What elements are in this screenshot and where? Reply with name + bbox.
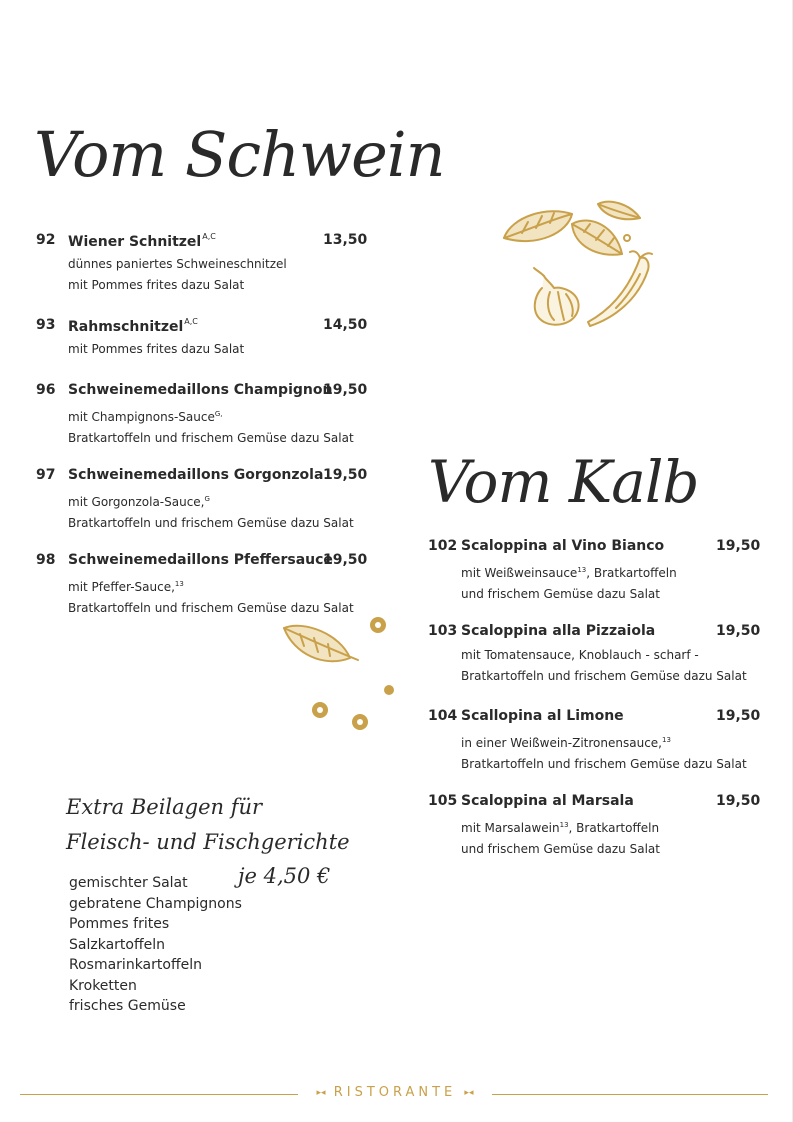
item-price: 19,50	[716, 623, 761, 639]
extras-price: je 4,50 €	[238, 864, 331, 888]
item-number: 98	[36, 552, 56, 568]
allergen-codes: A,C	[184, 317, 198, 326]
item-price: 19,50	[716, 538, 761, 554]
item-number: 96	[36, 382, 56, 398]
item-number: 103	[428, 623, 458, 639]
ornament-icon: ▸◂	[316, 1088, 326, 1098]
footer-label: RISTORANTE	[333, 1085, 457, 1100]
garlic-icon	[534, 268, 579, 325]
footer-rule-left	[20, 1094, 298, 1095]
item-description: mit Marsalawein$^{13}$, Bratkartoffeln und frischem Gemüse dazu Salat	[461, 821, 660, 856]
item-name: Scallopina al Limone	[461, 708, 624, 724]
item-name: Schweinemedaillons Pfeffersauce	[68, 552, 333, 568]
menu-item-96	[36, 382, 366, 449]
item-description: mit Champignons-Sauce$^{G,}$ Bratkartoffeln und frischem Gemüse dazu Salat	[68, 410, 354, 445]
menu-item-105	[428, 793, 761, 860]
item-description: mit Tomatensauce, Knoblauch - scharf - Bratkartoffeln und frischem Gemüse dazu Salat	[461, 648, 747, 683]
extras-item: frisches Gemüse	[69, 998, 186, 1014]
item-number: 92	[36, 232, 56, 248]
allergen-codes: A,C	[202, 232, 216, 241]
item-name: Schweinemedaillons Gorgonzola	[68, 467, 324, 483]
menu-item-103	[428, 623, 761, 687]
item-name: Rahmschnitzel$^{A,C}$	[68, 317, 198, 335]
item-price: 14,50	[323, 317, 368, 333]
chili-icon	[588, 251, 652, 326]
item-description: mit Weißweinsauce$^{13}$, Bratkartoffeln und frischem Gemüse dazu Salat	[461, 566, 677, 601]
item-number: 104	[428, 708, 458, 724]
item-price: 19,50	[716, 708, 761, 724]
item-name: Scaloppina alla Pizzaiola	[461, 623, 656, 639]
item-description: dünnes paniertes Schweineschnitzel mit Pommes frites dazu Salat	[68, 257, 287, 292]
item-price: 19,50	[323, 467, 368, 483]
herbs-illustration	[498, 196, 658, 336]
item-price: 19,50	[323, 552, 368, 568]
item-description: mit Gorgonzola-Sauce,$^G$ Bratkartoffeln und frischem Gemüse dazu Salat	[68, 495, 354, 530]
extras-item: Kroketten	[69, 977, 137, 994]
extras-title: Extra Beilagen für Fleisch- und Fischgerichte	[66, 795, 350, 854]
footer-brand	[298, 1085, 492, 1100]
extras-list	[69, 873, 242, 1017]
item-description: mit Pommes frites dazu Salat	[68, 342, 245, 356]
item-description: mit Pfeffer-Sauce,$^{13}$ Bratkartoffeln und frischem Gemüse dazu Salat	[68, 580, 354, 615]
item-description: in einer Weißwein-Zitronensauce,$^{13}$ Bratkartoffeln und frischem Gemüse dazu Salat	[461, 736, 747, 771]
item-number: 102	[428, 538, 458, 554]
item-price: 19,50	[323, 382, 368, 398]
section-title-kalb: Vom Kalb	[428, 448, 699, 516]
menu-item-102	[428, 538, 761, 605]
basil-leaf-icon	[598, 202, 640, 220]
basil-leaf-icon	[572, 221, 622, 255]
footer-rule-right	[492, 1094, 768, 1095]
item-number: 105	[428, 793, 458, 809]
extras-item: Salzkartoffeln	[69, 936, 165, 953]
peppercorn-icon	[624, 235, 630, 241]
item-name: Scaloppina al Marsala	[461, 793, 634, 809]
menu-item-98	[36, 552, 366, 619]
extras-item: gebratene Champignons	[69, 895, 242, 912]
item-name: Wiener Schnitzel$^{A,C}$	[68, 232, 216, 250]
item-number: 97	[36, 467, 56, 483]
item-number: 93	[36, 317, 56, 333]
extras-item: Pommes frites	[69, 916, 170, 932]
leaf-illustration	[280, 612, 404, 738]
leaf-icon	[284, 626, 358, 662]
section-title-schwein: Vom Schwein	[34, 118, 445, 191]
item-name: Schweinemedaillons Champignon	[68, 382, 333, 398]
menu-item-97	[36, 467, 366, 534]
menu-item-104	[428, 708, 761, 775]
ornament-icon: ▸◂	[464, 1088, 474, 1098]
item-name: Scaloppina al Vino Bianco	[461, 538, 665, 554]
extras-item: gemischter Salat	[69, 875, 188, 891]
menu-item-92	[36, 232, 366, 296]
menu-item-93	[36, 317, 366, 360]
item-price: 13,50	[323, 232, 368, 248]
item-price: 19,50	[716, 793, 761, 809]
basil-leaf-icon	[504, 211, 572, 241]
extras-item: Rosmarinkartoffeln	[69, 957, 202, 973]
